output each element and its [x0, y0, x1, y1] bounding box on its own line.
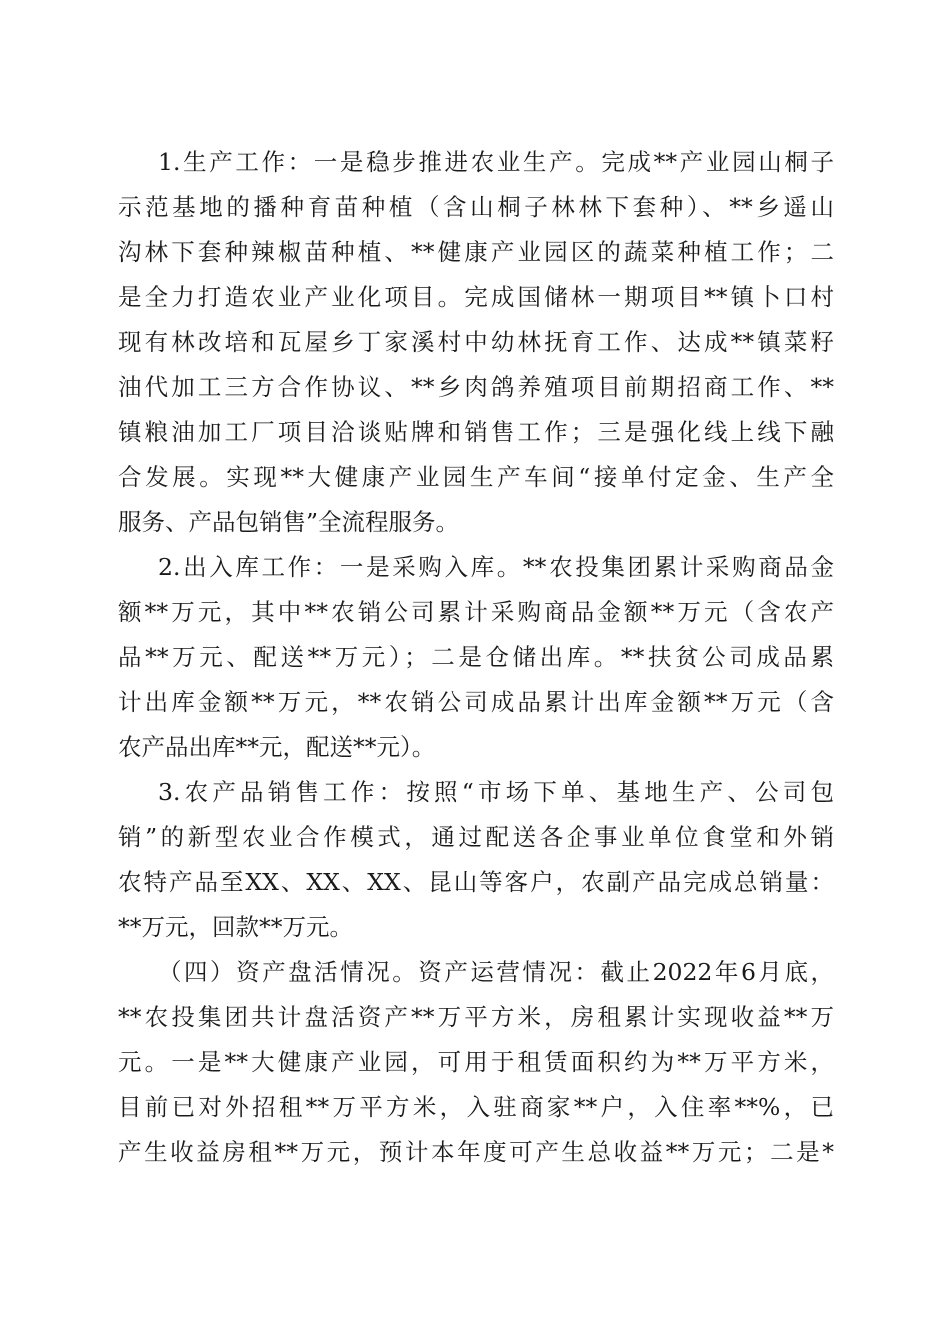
paragraph-1-line-2: 示范基地的播种育苗种植（含山桐子林林下套种）、**乡遥山 — [118, 193, 834, 221]
paragraph-4-line-5: 产生收益房租**万元，预计本年度可产生总收益**万元；二是* — [118, 1138, 834, 1166]
paragraph-2-line-5: 农产品出库**元，配送**元）。 — [118, 733, 436, 761]
paragraph-2-line-4: 计出库金额**万元，**农销公司成品累计出库金额**万元（含 — [118, 688, 834, 716]
paragraph-4-line-3: 元。一是**大健康产业园，可用于租赁面积约为**万平方米， — [118, 1048, 834, 1076]
paragraph-3-line-1: 3.农产品销售工作：按照“市场下单、基地生产、公司包 — [158, 778, 834, 806]
paragraph-4-line-2: **农投集团共计盘活资产**万平方米，房租累计实现收益**万 — [118, 1003, 834, 1031]
paragraph-1-line-3: 沟林下套种辣椒苗种植、**健康产业园区的蔬菜种植工作；二 — [118, 238, 834, 266]
paragraph-1-line-7: 镇粮油加工厂项目洽谈贴牌和销售工作；三是强化线上线下融 — [118, 418, 834, 446]
paragraph-1-line-5: 现有林改培和瓦屋乡丁家溪村中幼林抚育工作、达成**镇菜籽 — [118, 328, 834, 356]
paragraph-2-line-2: 额**万元，其中**农销公司累计采购商品金额**万元（含农产 — [118, 598, 834, 626]
paragraph-1-line-1: 1.生产工作：一是稳步推进农业生产。完成**产业园山桐子 — [158, 148, 834, 176]
paragraph-2-line-1: 2.出入库工作：一是采购入库。**农投集团累计采购商品金 — [158, 553, 834, 581]
paragraph-4-line-4: 目前已对外招租**万平方米，入驻商家**户，入住率**%，已 — [118, 1093, 834, 1121]
paragraph-1-line-9: 服务、产品包销售”全流程服务。 — [118, 508, 460, 536]
paragraph-1-line-6: 油代加工三方合作协议、**乡肉鸽养殖项目前期招商工作、** — [118, 373, 834, 401]
paragraph-1-line-8: 合发展。实现**大健康产业园生产车间“接单付定金、生产全 — [118, 463, 834, 491]
paragraph-1-line-4: 是全力打造农业产业化项目。完成国储林一期项目**镇卜口村 — [118, 283, 834, 311]
paragraph-3-line-4: **万元，回款**万元。 — [118, 913, 353, 941]
paragraph-2-line-3: 品**万元、配送**万元）；二是仓储出库。**扶贫公司成品累 — [118, 643, 834, 671]
paragraph-4-line-1: （四）资产盘活情况。资产运营情况：截止2022年6月底， — [158, 958, 834, 986]
paragraph-3-line-2: 销”的新型农业合作模式，通过配送各企事业单位食堂和外销 — [118, 823, 834, 851]
paragraph-3-line-3: 农特产品至XX、XX、XX、昆山等客户，农副产品完成总销量： — [118, 868, 834, 896]
